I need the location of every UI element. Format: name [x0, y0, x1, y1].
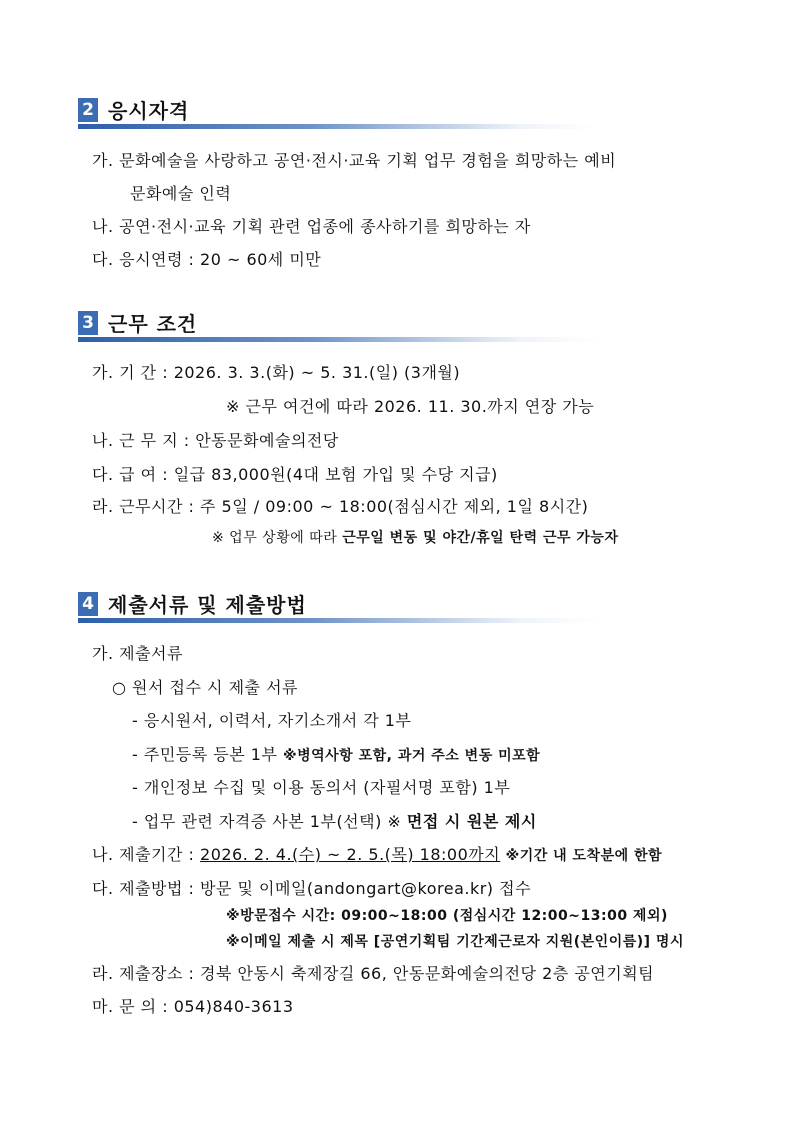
item-bold-text: 면접 시 원본 제시	[406, 812, 537, 831]
work-period: 가. 기 간 : 2026. 3. 3.(화) ~ 5. 31.(일) (3개월)	[92, 363, 461, 382]
work-hours: 라. 근무시간 : 주 5일 / 09:00 ~ 18:00(점심시간 제외, 1일 8시간)	[92, 497, 589, 516]
section-number-badge: 3	[78, 311, 98, 335]
documents-subheading: ○ 원서 접수 시 제출 서류	[112, 678, 298, 697]
qualification-b: 나. 공연·전시·교육 기획 관련 업종에 종사하기를 희망하는 자	[92, 217, 531, 236]
document-item: - 응시원서, 이력서, 자기소개서 각 1부	[132, 711, 412, 730]
submission-method-note: ※이메일 제출 시 제목 [공연기획팀 기간제근로자 지원(본인이름)] 명시	[226, 934, 684, 950]
document-item: - 개인정보 수집 및 이용 동의서 (자필서명 포함) 1부	[132, 778, 511, 797]
section-3-header	[78, 308, 197, 337]
item-bold-text: ※병역사항 포함, 과거 주소 변동 미포함	[283, 748, 541, 764]
submission-method: 다. 제출방법 : 방문 및 이메일(andongart@korea.kr) 접수	[92, 879, 532, 898]
qualification-a: 가. 문화예술을 사랑하고 공연·전시·교육 기획 업무 경험을 희망하는 예비	[92, 151, 617, 170]
work-place: 나. 근 무 지 : 안동문화예술의전당	[92, 431, 339, 450]
inquiry: 마. 문 의 : 054)840-3613	[92, 997, 294, 1016]
work-period-note: ※ 근무 여건에 따라 2026. 11. 30.까지 연장 가능	[226, 397, 595, 416]
document-item	[132, 809, 537, 832]
document-item	[132, 742, 540, 765]
qualification-c: 다. 응시연령 : 20 ~ 60세 미만	[92, 250, 322, 269]
item-text: - 주민등록 등본 1부	[132, 745, 283, 764]
submission-period	[92, 842, 662, 865]
section-number-badge: 4	[78, 592, 98, 616]
submission-method-note: ※방문접수 시간: 09:00~18:00 (점심시간 12:00~13:00 제외)	[226, 908, 668, 924]
salary: 다. 급 여 : 일급 83,000원(4대 보험 가입 및 수당 지급)	[92, 465, 498, 484]
period-dates: 2026. 2. 4.(수) ~ 2. 5.(목) 18:00까지	[200, 845, 501, 864]
section-divider	[78, 337, 598, 342]
period-note: ※기간 내 도착분에 한함	[500, 848, 663, 864]
note-bold-text: 근무일 변동 및 야간/휴일 탄력 근무 가능자	[342, 530, 619, 546]
note-text: ※ 업무 상황에 따라	[212, 530, 343, 546]
section-divider	[78, 124, 598, 129]
qualification-a-cont: 문화예술 인력	[130, 184, 232, 203]
section-title: 제출서류 및 제출방법	[108, 593, 307, 617]
documents-heading: 가. 제출서류	[92, 644, 183, 663]
section-divider	[78, 618, 598, 623]
section-title: 응시자격	[108, 99, 190, 123]
period-label: 나. 제출기간 :	[92, 845, 201, 864]
section-title: 근무 조건	[108, 312, 198, 336]
section-4-header	[78, 589, 307, 618]
submission-place: 라. 제출장소 : 경북 안동시 축제장길 66, 안동문화예술의전당 2층 공연기획팀	[92, 964, 655, 983]
work-hours-note	[212, 527, 618, 547]
item-text: - 업무 관련 자격증 사본 1부(선택) ※	[132, 812, 407, 831]
section-number-badge: 2	[78, 98, 98, 122]
section-2-header	[78, 95, 189, 124]
